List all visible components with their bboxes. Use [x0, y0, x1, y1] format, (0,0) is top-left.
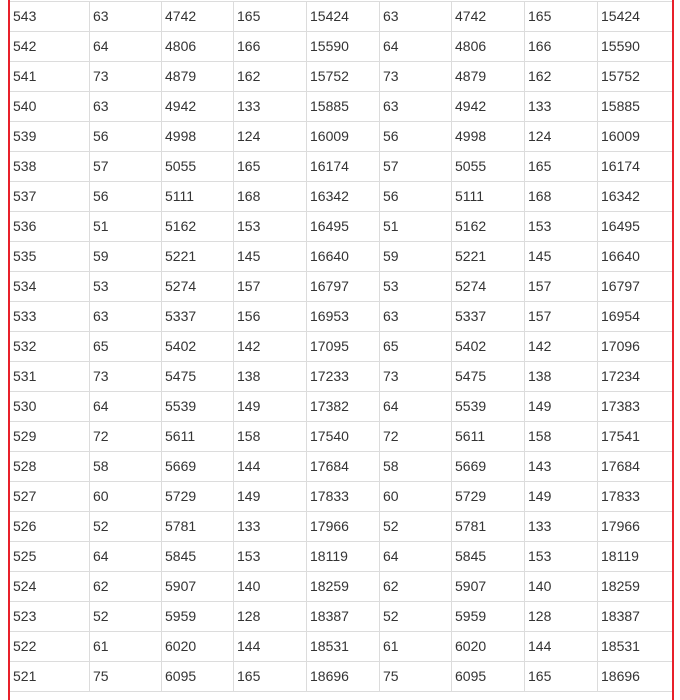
table-cell: 5539: [452, 392, 525, 422]
table-cell: 5729: [162, 482, 234, 512]
table-cell: 56: [90, 182, 162, 212]
table-cell: 4942: [452, 92, 525, 122]
table-cell: 5402: [452, 332, 525, 362]
table-cell: 133: [525, 92, 598, 122]
table-cell: 17382: [307, 392, 380, 422]
table-cell: 524: [10, 572, 90, 602]
table-cell: 16495: [307, 212, 380, 242]
table-cell: 535: [10, 242, 90, 272]
table-cell: 56: [380, 182, 452, 212]
table-cell: 73: [90, 362, 162, 392]
table-cell: 528: [10, 452, 90, 482]
table-cell: 17383: [598, 392, 674, 422]
table-cell: 56: [380, 122, 452, 152]
table-cell: 5055: [162, 152, 234, 182]
table-cell: 5781: [162, 512, 234, 542]
table-cell: 18387: [307, 602, 380, 632]
table-cell: 540: [10, 92, 90, 122]
table-cell: 124: [234, 122, 307, 152]
table-cell: 153: [234, 212, 307, 242]
table-cell: 539: [10, 122, 90, 152]
table-cell: 18387: [598, 602, 674, 632]
table-cell: 52: [90, 512, 162, 542]
table-row: [10, 2, 674, 32]
table-cell: 16954: [598, 302, 674, 332]
table-cell: 530: [10, 392, 90, 422]
table-cell: 5475: [162, 362, 234, 392]
score-table: [9, 1, 674, 692]
table-cell: 140: [234, 572, 307, 602]
table-cell: 4879: [452, 62, 525, 92]
table-cell: 52: [380, 602, 452, 632]
table-row: [10, 122, 674, 152]
table-cell: 64: [380, 32, 452, 62]
table-cell: 17234: [598, 362, 674, 392]
table-cell: 128: [234, 602, 307, 632]
table-cell: 75: [380, 662, 452, 692]
table-cell: 16495: [598, 212, 674, 242]
table-cell: 156: [234, 302, 307, 332]
table-cell: 4942: [162, 92, 234, 122]
table-cell: 543: [10, 2, 90, 32]
table-cell: 73: [380, 62, 452, 92]
table-cell: 63: [380, 92, 452, 122]
table-cell: 5669: [162, 452, 234, 482]
table-row: [10, 212, 674, 242]
table-cell: 157: [525, 302, 598, 332]
table-row: [10, 542, 674, 572]
table-cell: 4998: [162, 122, 234, 152]
table-cell: 158: [525, 422, 598, 452]
table-cell: 15424: [598, 2, 674, 32]
table-cell: 5611: [162, 422, 234, 452]
table-cell: 158: [234, 422, 307, 452]
table-cell: 17966: [307, 512, 380, 542]
table-row: [10, 152, 674, 182]
table-cell: 63: [380, 302, 452, 332]
table-cell: 6095: [452, 662, 525, 692]
table-cell: 162: [525, 62, 598, 92]
table-cell: 17540: [307, 422, 380, 452]
table-cell: 5907: [452, 572, 525, 602]
table-cell: 64: [380, 542, 452, 572]
table-cell: 157: [234, 272, 307, 302]
table-cell: 144: [234, 632, 307, 662]
table-cell: 56: [90, 122, 162, 152]
table-cell: 16953: [307, 302, 380, 332]
table-cell: 15752: [598, 62, 674, 92]
table-cell: 5111: [452, 182, 525, 212]
table-cell: 57: [90, 152, 162, 182]
table-cell: 16009: [598, 122, 674, 152]
table-cell: 75: [90, 662, 162, 692]
table-cell: 65: [380, 332, 452, 362]
table-cell: 73: [90, 62, 162, 92]
table-cell: 165: [525, 152, 598, 182]
table-row: [10, 452, 674, 482]
table-cell: 17833: [598, 482, 674, 512]
table-cell: 5781: [452, 512, 525, 542]
table-cell: 6020: [162, 632, 234, 662]
table-cell: 165: [525, 2, 598, 32]
table-cell: 537: [10, 182, 90, 212]
table-cell: 149: [525, 392, 598, 422]
table-cell: 17684: [307, 452, 380, 482]
table-cell: 18531: [598, 632, 674, 662]
table-cell: 532: [10, 332, 90, 362]
table-cell: 64: [90, 32, 162, 62]
table-cell: 5221: [162, 242, 234, 272]
table-cell: 58: [90, 452, 162, 482]
table-cell: 145: [234, 242, 307, 272]
table-cell: 4742: [162, 2, 234, 32]
table-cell: 133: [525, 512, 598, 542]
table-row: [10, 392, 674, 422]
table-cell: 5162: [452, 212, 525, 242]
table-cell: 162: [234, 62, 307, 92]
table-cell: 53: [380, 272, 452, 302]
table-cell: 5611: [452, 422, 525, 452]
table-cell: 17095: [307, 332, 380, 362]
table-cell: 58: [380, 452, 452, 482]
table-row: [10, 572, 674, 602]
table-cell: 16009: [307, 122, 380, 152]
table-cell: 522: [10, 632, 90, 662]
table-cell: 18119: [598, 542, 674, 572]
score-table-frame: [8, 0, 674, 700]
table-cell: 133: [234, 512, 307, 542]
table-cell: 144: [234, 452, 307, 482]
table-cell: 133: [234, 92, 307, 122]
table-cell: 63: [380, 2, 452, 32]
table-cell: 60: [90, 482, 162, 512]
table-cell: 16342: [307, 182, 380, 212]
table-cell: 529: [10, 422, 90, 452]
table-cell: 18531: [307, 632, 380, 662]
table-cell: 149: [234, 482, 307, 512]
table-cell: 124: [525, 122, 598, 152]
table-row: [10, 362, 674, 392]
table-cell: 16797: [598, 272, 674, 302]
table-cell: 65: [90, 332, 162, 362]
table-row: [10, 182, 674, 212]
table-cell: 533: [10, 302, 90, 332]
table-cell: 5337: [452, 302, 525, 332]
table-cell: 4879: [162, 62, 234, 92]
table-cell: 4806: [162, 32, 234, 62]
table-cell: 165: [234, 152, 307, 182]
table-cell: 541: [10, 62, 90, 92]
table-cell: 15752: [307, 62, 380, 92]
table-cell: 62: [90, 572, 162, 602]
table-cell: 4806: [452, 32, 525, 62]
table-row: [10, 662, 674, 692]
table-cell: 5729: [452, 482, 525, 512]
table-cell: 527: [10, 482, 90, 512]
table-cell: 17541: [598, 422, 674, 452]
table-cell: 5959: [162, 602, 234, 632]
table-cell: 17966: [598, 512, 674, 542]
table-cell: 60: [380, 482, 452, 512]
table-cell: 138: [234, 362, 307, 392]
table-cell: 523: [10, 602, 90, 632]
table-cell: 6095: [162, 662, 234, 692]
table-cell: 63: [90, 2, 162, 32]
table-cell: 63: [90, 302, 162, 332]
table-cell: 531: [10, 362, 90, 392]
table-row: [10, 632, 674, 662]
table-cell: 525: [10, 542, 90, 572]
table-body: [10, 2, 674, 692]
table-cell: 168: [234, 182, 307, 212]
table-cell: 166: [525, 32, 598, 62]
table-cell: 5959: [452, 602, 525, 632]
table-cell: 142: [234, 332, 307, 362]
table-cell: 149: [234, 392, 307, 422]
table-cell: 5845: [162, 542, 234, 572]
table-cell: 72: [90, 422, 162, 452]
table-cell: 138: [525, 362, 598, 392]
table-cell: 51: [380, 212, 452, 242]
table-row: [10, 92, 674, 122]
table-row: [10, 422, 674, 452]
table-cell: 140: [525, 572, 598, 602]
table-cell: 5111: [162, 182, 234, 212]
table-cell: 145: [525, 242, 598, 272]
table-cell: 57: [380, 152, 452, 182]
table-cell: 165: [525, 662, 598, 692]
table-cell: 168: [525, 182, 598, 212]
table-cell: 521: [10, 662, 90, 692]
table-cell: 15885: [598, 92, 674, 122]
table-row: [10, 602, 674, 632]
table-cell: 62: [380, 572, 452, 602]
table-cell: 5845: [452, 542, 525, 572]
table-cell: 5907: [162, 572, 234, 602]
table-cell: 16342: [598, 182, 674, 212]
table-cell: 5402: [162, 332, 234, 362]
table-row: [10, 332, 674, 362]
table-cell: 6020: [452, 632, 525, 662]
table-cell: 16640: [598, 242, 674, 272]
table-cell: 526: [10, 512, 90, 542]
table-cell: 5475: [452, 362, 525, 392]
table-cell: 15590: [598, 32, 674, 62]
table-cell: 165: [234, 2, 307, 32]
table-cell: 17233: [307, 362, 380, 392]
table-cell: 16174: [307, 152, 380, 182]
table-cell: 5162: [162, 212, 234, 242]
table-cell: 52: [380, 512, 452, 542]
table-cell: 157: [525, 272, 598, 302]
table-row: [10, 302, 674, 332]
table-cell: 16174: [598, 152, 674, 182]
table-cell: 149: [525, 482, 598, 512]
table-cell: 15885: [307, 92, 380, 122]
table-cell: 64: [90, 542, 162, 572]
table-cell: 542: [10, 32, 90, 62]
table-cell: 16797: [307, 272, 380, 302]
table-cell: 18119: [307, 542, 380, 572]
table-cell: 5539: [162, 392, 234, 422]
table-cell: 4742: [452, 2, 525, 32]
table-row: [10, 512, 674, 542]
table-cell: 17833: [307, 482, 380, 512]
table-row: [10, 62, 674, 92]
table-cell: 5055: [452, 152, 525, 182]
table-cell: 5221: [452, 242, 525, 272]
table-cell: 18259: [307, 572, 380, 602]
table-cell: 15424: [307, 2, 380, 32]
table-row: [10, 32, 674, 62]
table-row: [10, 482, 674, 512]
table-cell: 153: [525, 212, 598, 242]
table-row: [10, 242, 674, 272]
table-cell: 534: [10, 272, 90, 302]
table-cell: 5274: [162, 272, 234, 302]
table-cell: 153: [525, 542, 598, 572]
table-cell: 51: [90, 212, 162, 242]
table-cell: 63: [90, 92, 162, 122]
table-cell: 144: [525, 632, 598, 662]
table-cell: 5669: [452, 452, 525, 482]
table-cell: 4998: [452, 122, 525, 152]
table-cell: 61: [90, 632, 162, 662]
table-cell: 73: [380, 362, 452, 392]
table-cell: 59: [90, 242, 162, 272]
table-cell: 61: [380, 632, 452, 662]
table-cell: 72: [380, 422, 452, 452]
table-cell: 153: [234, 542, 307, 572]
table-cell: 166: [234, 32, 307, 62]
table-cell: 17684: [598, 452, 674, 482]
table-cell: 143: [525, 452, 598, 482]
table-cell: 64: [380, 392, 452, 422]
table-cell: 536: [10, 212, 90, 242]
table-cell: 18696: [598, 662, 674, 692]
table-cell: 18259: [598, 572, 674, 602]
table-cell: 59: [380, 242, 452, 272]
table-cell: 53: [90, 272, 162, 302]
table-row: [10, 272, 674, 302]
table-cell: 16640: [307, 242, 380, 272]
table-cell: 5337: [162, 302, 234, 332]
table-cell: 52: [90, 602, 162, 632]
table-cell: 15590: [307, 32, 380, 62]
table-cell: 18696: [307, 662, 380, 692]
table-cell: 142: [525, 332, 598, 362]
table-cell: 17096: [598, 332, 674, 362]
table-cell: 64: [90, 392, 162, 422]
table-cell: 5274: [452, 272, 525, 302]
table-cell: 165: [234, 662, 307, 692]
table-cell: 538: [10, 152, 90, 182]
table-cell: 128: [525, 602, 598, 632]
